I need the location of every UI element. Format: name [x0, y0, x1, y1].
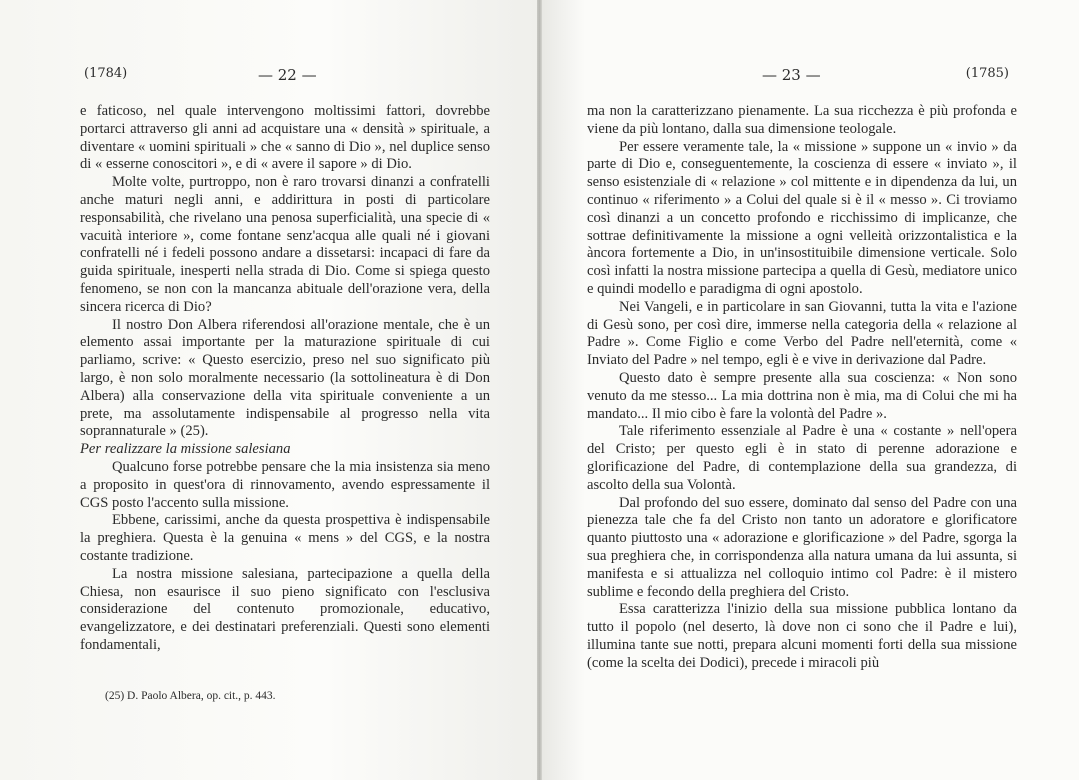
left-page-number: — 22 — [258, 66, 317, 84]
paragraph: Per essere veramente tale, la « missione » suppone un « invio » da parte di Dio e, conseguentemente, la coscienza di essere « inviato », il senso esistenziale di « relazione » col mittente e in dipendenza da lui, un continuo « riferimento » a Colui del quale si è il « messo ». Ci troviamo così dinanzi a un concetto profondo e ricchissimo di implicanze, che sottrae definitivamente la missione a ogni velleità orizzontalistica e la àncora fortemente a Dio, in un'insostituibile dimensione verticale. Solo così infatti la nostra missione partecipa a quella di Gesù, mediatore unico e quindi modello e paradigma di ogni apostolo. [587, 138, 1017, 297]
paragraph: Il nostro Don Albera riferendosi all'orazione mentale, che è un elemento assai importante per la maturazione spirituale di cui parliamo, scrive: « Questo esercizio, preso nel suo significato più largo, è non solo moralmente necessario (la sottolineatura è di Don Albera) alla conservazione della vita spirituale conveniente a un prete, ma assolutamente indispensabile al progresso nella vita soprannaturale » (25). [80, 316, 490, 440]
paragraph: Molte volte, purtroppo, non è raro trovarsi dinanzi a confratelli anche maturi negli anni, e addirittura in posti di particolare responsabilità, che rivelano una penosa superficialità, una specie di « vacuità interiore », come fontane senz'acqua alle quali né i giovani confratelli né i fedeli possono andare a dissetarsi: incapaci di fare da guida spirituale, inesperti nella strada di Dio. Come si spiega questo fenomeno, se non con la mancanza abituale dell'orazione vera, della sincera ricerca di Dio? [80, 174, 490, 315]
section-heading: Per realizzare la missione salesiana [80, 441, 291, 458]
right-header-number: (1785) [965, 66, 1009, 81]
paragraph: Nei Vangeli, e in particolare in san Giovanni, tutta la vita e l'azione di Gesù sono, per così dire, immerse nella categoria della « relazione al Padre ». Come Figlio e come Verbo del Padre nell'eternità, come « Inviato del Padre » nel tempo, egli è e vive in derivazione dal Padre. [587, 298, 1017, 369]
paragraph: Qualcuno forse potrebbe pensare che la mia insistenza sia meno a proposito in quest'ora di rinnovamento, avendo espressamente il CGS posto l'accento sulla missione. [80, 458, 490, 511]
paragraph: Questo dato è sempre presente alla sua coscienza: « Non sono venuto da me stesso... La mia dottrina non è mia, ma di Colui che mi ha mandato... Il mio cibo è fare la volontà del Padre ». [587, 369, 1017, 422]
paragraph: Ebbene, carissimi, anche da questa prospettiva è indispensabile la preghiera. Questa è la genuina « mens » del CGS, e la nostra costante tradizione. [80, 512, 490, 564]
paragraph: Tale riferimento essenziale al Padre è una « costante » nell'opera del Cristo; per questo egli è in stato di perenne adorazione e glorificazione del Padre, di contemplazione della sua grandezza, di ascolto della sua Volontà. [587, 423, 1017, 493]
left-page [0, 0, 537, 780]
footnote: (25) D. Paolo Albera, op. cit., p. 443. [105, 690, 276, 702]
paragraph: Dal profondo del suo essere, dominato dal senso del Padre con una pienezza tale che fa del Cristo non tanto un adoratore e glorificatore quanto piuttosto una « adorazione e glorificazione » del Padre, sgorga la sua preghiera che, in corrispondenza alla natura umana da lui assunta, si manifesta e si attualizza nel colloquio intimo col Padre: è il mistero sublime e fecondo della preghiera del Cristo. [587, 494, 1017, 600]
paragraph: e faticoso, nel quale intervengono moltissimi fattori, dovrebbe portarci attraverso gli anni ad acquistare una « densità » spirituale, a diventare « uomini spirituali » che « sanno di Dio », nel duplice senso di « esserne conoscitori », e di « avere il sapore » di Dio. [80, 103, 490, 173]
left-header-number: (1784) [84, 66, 128, 81]
paragraph: Essa caratterizza l'inizio della sua missione pubblica lontano da tutto il popolo (nel deserto, là dove non ci sono che il Padre e lui), illumina tante sue notti, prepara alcuni momenti forti della sua missione (come la scelta dei Dodici), precede i miracoli più [587, 601, 1017, 671]
right-page [542, 0, 1079, 780]
right-body-text [587, 103, 1017, 673]
paragraph: La nostra missione salesiana, partecipazione a quella della Chiesa, non esaurisce il suo pieno significato con l'esclusiva considerazione del contenuto promozionale, educativo, evangelizzatore, e dei destinatari preferenziali. Questi sono elementi fondamentali, [80, 565, 490, 653]
paragraph: ma non la caratterizzano pienamente. La sua ricchezza è più profonda e viene da più lontano, dalla sua dimensione teologale. [587, 103, 1017, 137]
left-body-text [80, 103, 490, 655]
right-page-number: — 23 — [762, 66, 821, 84]
